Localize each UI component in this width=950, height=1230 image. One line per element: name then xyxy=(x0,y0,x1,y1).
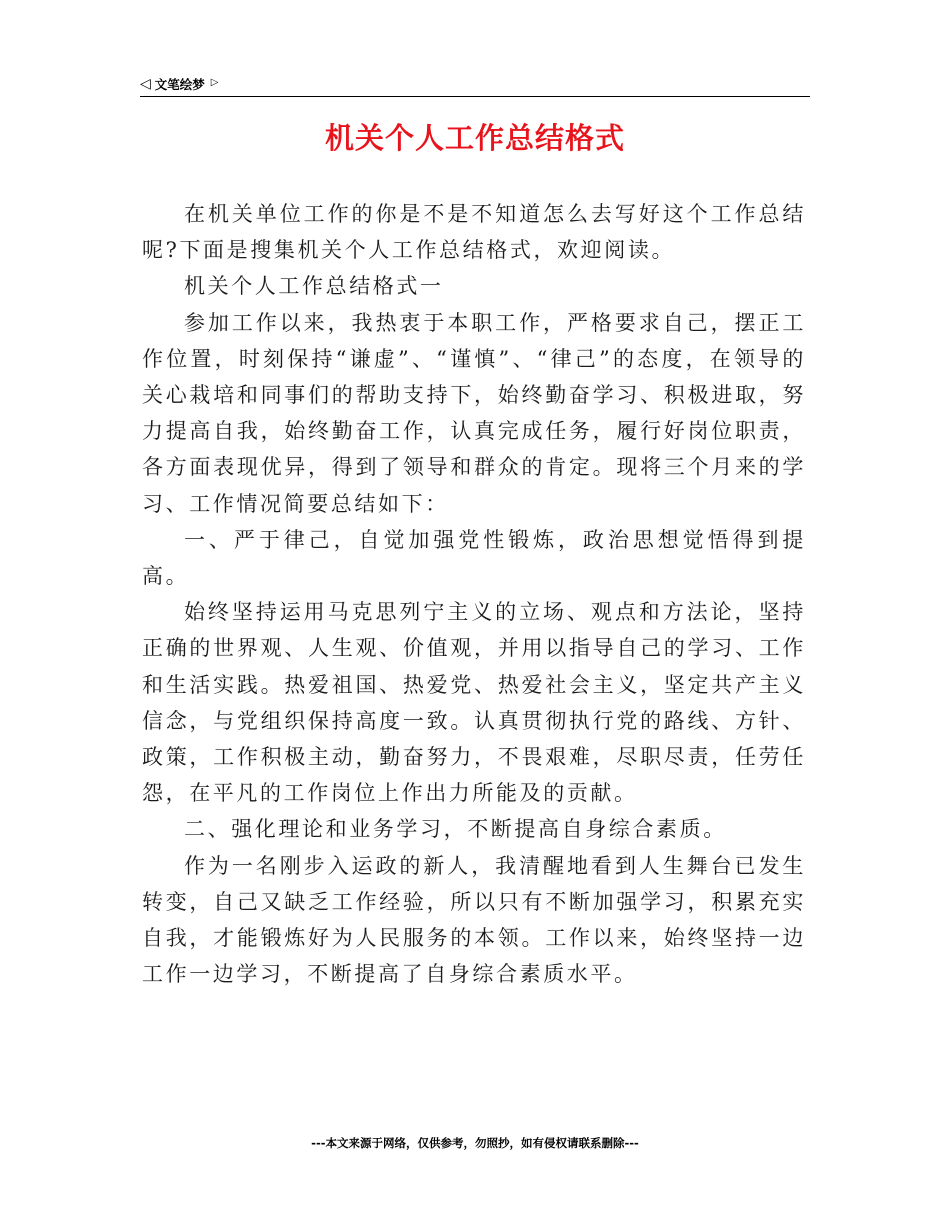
triangle-left-icon: ◁ xyxy=(140,76,151,92)
triangle-right-icon: ▷ xyxy=(210,76,219,88)
paragraph-section-2: 作为一名刚步入运政的新人，我清醒地看到人生舞台已发生转变，自己又缺乏工作经验，所以只有不断加强学习，积累充实自我，才能锻炼好为人民服务的本领。工作以来，始终坚持一边工作一边学习，不断提高了自身综合素质水平。 xyxy=(142,853,806,987)
page-footer: ---本文来源于网络，仅供参考，勿照抄，如有侵权请联系删除--- xyxy=(311,1136,639,1150)
paragraph-intro: 在机关单位工作的你是不是不知道怎么去写好这个工作总结呢?下面是搜集机关个人工作总结格式，欢迎阅读。 xyxy=(142,202,806,263)
paragraph-section-1: 始终坚持运用马克思列宁主义的立场、观点和方法论，坚持正确的世界观、人生观、价值观，并用以指导自己的学习、工作和生活实践。热爱祖国、热爱党、热爱社会主义，坚定共产主义信念，与党组织保持高度一致。认真贯彻执行党的路线、方针、政策，工作积极主动，勤奋努力，不畏艰难，尽职尽责，任劳任怨，在平凡的工作岗位上作出力所能及的贡献。 xyxy=(142,600,806,806)
section-heading-1: 一、严于律己，自觉加强党性锻炼，政治思想觉悟得到提高。 xyxy=(142,527,806,589)
page-header xyxy=(140,72,810,97)
paragraph-overview: 参加工作以来，我热衷于本职工作，严格要求自己，摆正工作位置，时刻保持“谦虚”、“谨慎”、“律己”的态度，在领导的关心栽培和同事们的帮助支持下，始终勤奋学习、积极进取，努力提高自我，始终勤奋工作，认真完成任务，履行好岗位职责，各方面表现优异，得到了领导和群众的肯定。现将三个月来的学习、工作情况简要总结如下： xyxy=(142,310,806,516)
paragraph-subtitle: 机关个人工作总结格式一 xyxy=(184,274,444,299)
section-heading-2: 二、强化理论和业务学习，不断提高自身综合素质。 xyxy=(184,817,727,842)
brand-name: 文笔绘梦 xyxy=(154,77,205,92)
document-title: 机关个人工作总结格式 xyxy=(324,121,625,155)
document-body xyxy=(142,196,806,992)
